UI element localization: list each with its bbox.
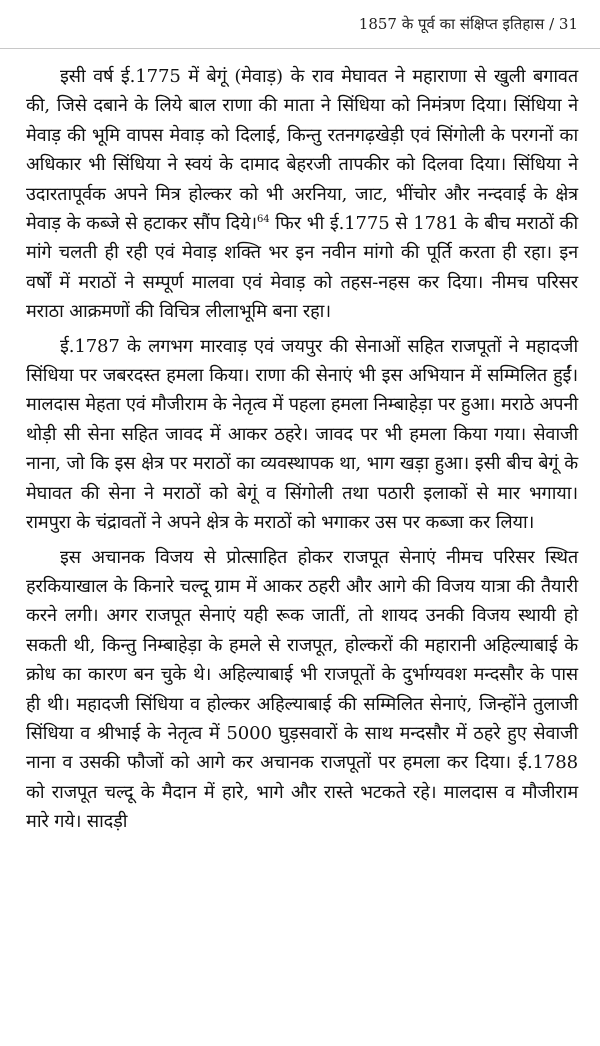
paragraph-1 — [26, 62, 578, 327]
paragraph-1-text-cont: फिर भी ई.1775 से 1781 के बीच मराठों की मांगे चलती ही रही एवं मेवाड़ शक्ति भर इन नवीन मांगो की पूर्ति करता ही रहा। इन वर्षों में मराठों ने सम्पूर्ण मालवा एवं मेवाड़ को तहस-नहस कर दिया। नीमच परिसर मराठा आक्रमणों की विचित्र लीलाभूमि बना रहा। — [26, 213, 578, 323]
header-divider — [0, 48, 600, 49]
paragraph-1-text: इसी वर्ष ई.1775 में बेगूं (मेवाड़) के राव मेघावत ने महाराणा से खुली बगावत की, जिसे दबाने के लिये बाल राणा की माता ने सिंधिया को निमंत्रण दिया। सिंधिया ने मेवाड़ की भूमि वापस मेवाड़ को दिलाई, किन्तु रतनगढ़खेड़ी एवं सिंगोली के परगनों का अधिकार भी सिंधिया ने स्वयं के दामाद बेहरजी तापकीर को दिलवा दिया। सिंधिया ने उदारतापूर्वक अपने मित्र होल्कर को भी अरनिया, जाट, भींचोर और नन्दवाई के क्षेत्र मेवाड़ के कब्जे से हटाकर सौंप दिये। — [26, 66, 578, 235]
paragraph-3: इस अचानक विजय से प्रोत्साहित होकर राजपूत सेनाएं नीमच परिसर स्थित हरकियाखाल के किनारे चल्दू ग्राम में आकर ठहरी और आगे की विजय यात्रा की तैयारी करने लगी। अगर राजपूत सेनाएं यही रूक जातीं, तो शायद उनकी विजय स्थायी हो सकती थी, किन्तु निम्बाहेड़ा के हमले से राजपूत, होल्करों की महारानी अहिल्याबाई के क्रोध का कारण बन चुके थे। अहिल्याबाई भी राजपूतों के दुर्भाग्यवश मन्दसौर के पास ही थी। महादजी सिंधिया व होल्कर अहिल्याबाई की सम्मिलित सेनाएं, जिन्होंने तुलाजी सिंधिया व श्रीभाई के नेतृत्व में 5000 घुड़सवारों के साथ मन्दसौर में ठहरे हुए सेवाजी नाना व उसकी फौजों को आगे कर अचानक राजपूतों पर हमला कर दिया। ई.1788 को राजपूत चल्दू के मैदान में हारे, भागे और रास्ते भटकते रहे। मालदास व मौजीराम मारे गये। सादड़ी — [26, 546, 578, 833]
paragraph-2: ई.1787 के लगभग मारवाड़ एवं जयपुर की सेनाओं सहित राजपूतों ने महादजी सिंधिया पर जबरदस्त हमला किया। राणा की सेनाएं भी इस अभियान में सम्मिलित हुईं। मालदास मेहता एवं मौजीराम के नेतृत्व में पहला हमला निम्बाहेड़ा पर हुआ। मराठे अपनी थोड़ी सी सेना सहित जावद में आकर ठहरे। जावद पर भी हमला किया गया। सेवाजी नाना, जो कि इस क्षेत्र पर मराठों का व्यवस्थापक था, भाग खड़ा हुआ। इसी बीच बेगूं के मेघावत की सेना ने मराठों को बेगूं व सिंगोली तथा पठारी इलाकों से मार भगाया। रामपुरा के चंद्रावतों ने अपने क्षेत्र के मराठों को भगाकर उस पर कब्जा कर लिया। — [26, 335, 578, 534]
footnote-ref[interactable]: 64 — [257, 214, 270, 225]
running-header: 1857 के पूर्व का संक्षिप्त इतिहास / 31 — [358, 15, 578, 33]
page-body — [26, 62, 578, 842]
